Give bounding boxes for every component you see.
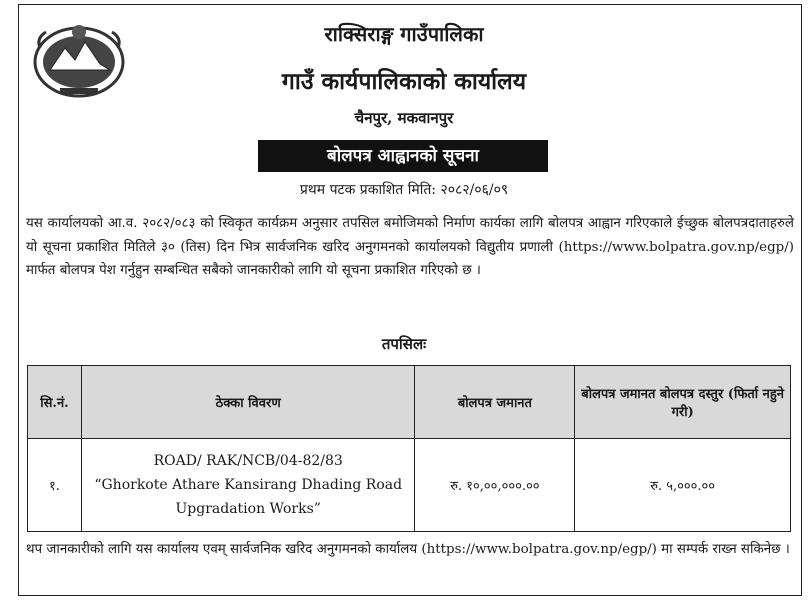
municipality-name: राक्सिराङ्ग गाउँपालिका: [324, 22, 484, 46]
table-row: [28, 439, 791, 532]
notice-title-banner: बोलपत्र आह्वानको सूचना: [258, 140, 548, 172]
header-fee: बोलपत्र जमानत बोलपत्र दस्तुर (फिर्ता नहुने गरी): [575, 366, 791, 439]
table-header-row: [28, 366, 791, 439]
contract-code: ROAD/ RAK/NCB/04-82/83: [153, 453, 343, 469]
header-description: ठेक्का विवरण: [81, 366, 415, 439]
office-address: चैनपुर, मकवानपुर: [354, 109, 454, 127]
schedule-heading: तपसिलः: [381, 335, 427, 353]
row-sn: १.: [28, 439, 82, 532]
row-fee: रु. ५,०००.००: [575, 439, 791, 532]
office-name: गाउँ कार्यपालिकाको कार्यालय: [281, 68, 527, 95]
publish-date: प्रथम पटक प्रकाशित मिति: २०८२/०६/०९: [299, 182, 509, 198]
tender-table: [27, 365, 791, 532]
row-bid-security: रु. १०,००,०००.००: [415, 439, 575, 532]
row-description: [81, 439, 415, 532]
header-sn: सि.नं.: [28, 366, 82, 439]
contract-name: “Ghorkote Athare Kansirang Dhading Road Upgradation Works”: [94, 477, 403, 517]
header-bid-security: बोलपत्र जमानत: [415, 366, 575, 439]
footer-note: थप जानकारीको लागि यस कार्यालय एवम् सार्वजनिक खरिद अनुगमनको कार्यालय (https://www.bolpatra.gov.np/egp/) मा सम्पर्क राख्न सकिनेछ ।: [26, 542, 790, 557]
notice-paragraph: यस कार्यालयको आ.व. २०८२/०८३ को स्विकृत कार्यक्रम अनुसार तपसिल बमोजिमको निर्माण कार्यका लागि बोलपत्र आह्वान गरिएकाले ईच्छुक बोलपत्रदाताहरुले यो सूचना प्रकाशित मितिले ३० (तिस) दिन भित्र सार्वजनिक खरिद अनुगमनको कार्यालयको विद्युतीय प्रणाली (https://www.bolpatra.gov.np/egp/) मार्फत बोलपत्र पेश गर्नुहुन सम्बन्धित सबैको जानकारीको लागि यो सूचना प्रकाशित गरिएको छ ।: [26, 216, 794, 278]
